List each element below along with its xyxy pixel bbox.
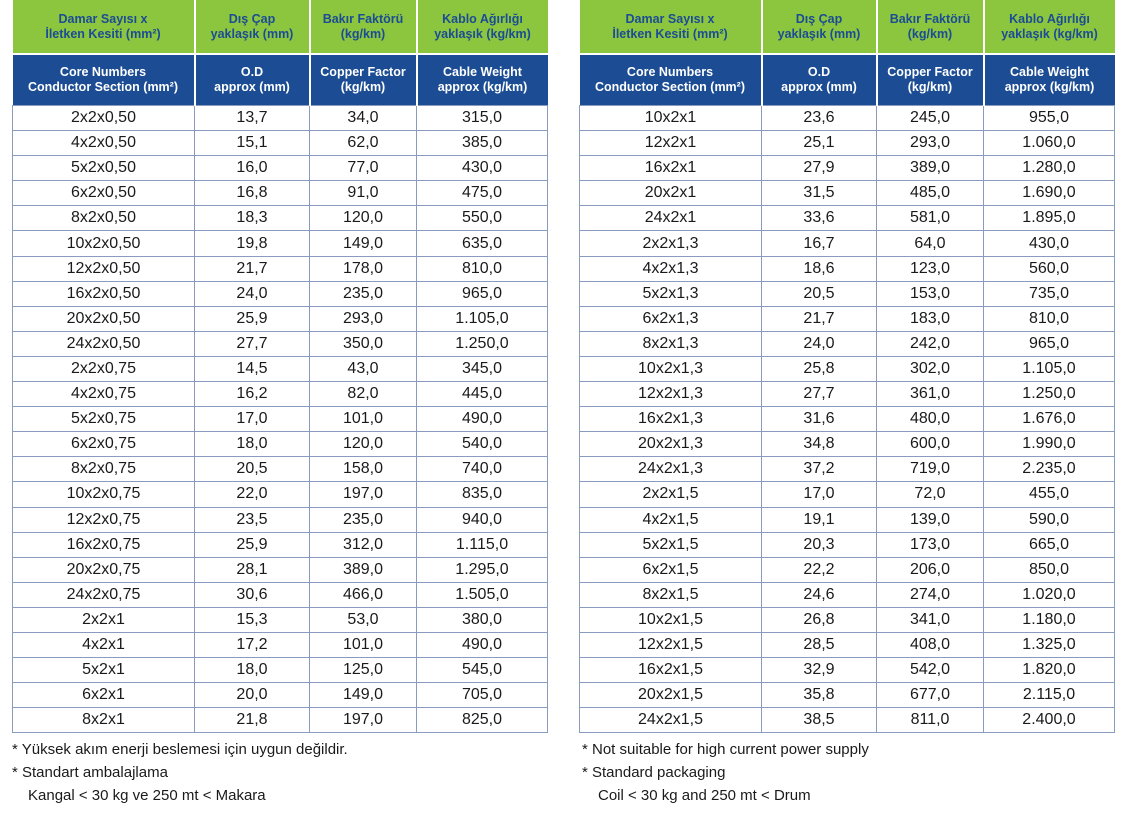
table-cell: 341,0 bbox=[877, 607, 984, 632]
table-cell: 10x2x1,3 bbox=[580, 356, 762, 381]
header-od-en bbox=[762, 54, 877, 106]
table-cell: 38,5 bbox=[762, 708, 877, 733]
header-copper-factor-tr bbox=[877, 0, 984, 54]
table-cell: 4x2x1,5 bbox=[580, 507, 762, 532]
table-row bbox=[13, 482, 548, 507]
table-cell: 20,5 bbox=[195, 457, 310, 482]
table-cell: 2.235,0 bbox=[984, 457, 1115, 482]
table-cell: 1.895,0 bbox=[984, 206, 1115, 231]
header-text: Cable Weight approx (kg/km) bbox=[1004, 65, 1095, 94]
header-od-en bbox=[195, 54, 310, 106]
table-cell: 1.325,0 bbox=[984, 632, 1115, 657]
header-text: Kablo Ağırlığı yaklaşık (kg/km) bbox=[434, 11, 531, 41]
table-cell: 197,0 bbox=[310, 482, 417, 507]
note-line: * Yüksek akım enerji beslemesi için uygun değildir. bbox=[12, 741, 348, 758]
note-line: * Not suitable for high current power supply bbox=[582, 741, 869, 758]
table-cell: 28,1 bbox=[195, 557, 310, 582]
header-text: Bakır Faktörü (kg/km) bbox=[889, 11, 971, 41]
table-row bbox=[580, 432, 1115, 457]
table-cell: 2x2x1 bbox=[13, 607, 195, 632]
table-cell: 293,0 bbox=[877, 131, 984, 156]
header-cable-weight-tr bbox=[417, 0, 548, 54]
table-cell: 455,0 bbox=[984, 482, 1115, 507]
header-text: O.D approx (mm) bbox=[781, 65, 857, 94]
table-cell: 835,0 bbox=[417, 482, 548, 507]
header-text: Bakır Faktörü (kg/km) bbox=[322, 11, 404, 41]
header-cable-weight-tr bbox=[984, 0, 1115, 54]
table-cell: 158,0 bbox=[310, 457, 417, 482]
table-cell: 1.690,0 bbox=[984, 181, 1115, 206]
table-cell: 24x2x0,50 bbox=[13, 331, 195, 356]
table-row bbox=[580, 281, 1115, 306]
table-cell: 242,0 bbox=[877, 331, 984, 356]
table-cell: 24x2x1,5 bbox=[580, 708, 762, 733]
table-row bbox=[580, 482, 1115, 507]
table-cell: 20x2x1,5 bbox=[580, 683, 762, 708]
table-row bbox=[13, 457, 548, 482]
table-cell: 20x2x0,50 bbox=[13, 306, 195, 331]
table-cell: 19,1 bbox=[762, 507, 877, 532]
header-od-tr bbox=[762, 0, 877, 54]
table-cell: 8x2x0,50 bbox=[13, 206, 195, 231]
header-cable-weight-en bbox=[417, 54, 548, 106]
table-cell: 25,1 bbox=[762, 131, 877, 156]
table-cell: 590,0 bbox=[984, 507, 1115, 532]
table-cell: 4x2x1 bbox=[13, 632, 195, 657]
note-line: * Standart ambalajlama bbox=[12, 764, 168, 781]
table-row bbox=[13, 356, 548, 381]
table-row bbox=[13, 331, 548, 356]
table-cell: 25,9 bbox=[195, 532, 310, 557]
header-text: Damar Sayısı x İletken Kesiti (mm²) bbox=[612, 11, 728, 41]
header-text: Damar Sayısı x İletken Kesiti (mm²) bbox=[45, 11, 161, 41]
table-cell: 5x2x1 bbox=[13, 658, 195, 683]
table-cell: 445,0 bbox=[417, 382, 548, 407]
table-cell: 149,0 bbox=[310, 231, 417, 256]
header-text: Dış Çap yaklaşık (mm) bbox=[777, 11, 861, 41]
table-row bbox=[13, 507, 548, 532]
table-cell: 24x2x1,3 bbox=[580, 457, 762, 482]
table-body-right bbox=[580, 106, 1115, 733]
table-cell: 25,8 bbox=[762, 356, 877, 381]
table-cell: 345,0 bbox=[417, 356, 548, 381]
table-cell: 34,0 bbox=[310, 106, 417, 131]
table-cell: 20,0 bbox=[195, 683, 310, 708]
table-cell: 1.180,0 bbox=[984, 607, 1115, 632]
table-cell: 665,0 bbox=[984, 532, 1115, 557]
table-row bbox=[580, 131, 1115, 156]
table-cell: 197,0 bbox=[310, 708, 417, 733]
header-core-numbers-en bbox=[13, 54, 195, 106]
note-line: * Standard packaging bbox=[582, 764, 726, 781]
table-cell: 5x2x1,5 bbox=[580, 532, 762, 557]
table-cell: 1.105,0 bbox=[417, 306, 548, 331]
table-cell: 13,7 bbox=[195, 106, 310, 131]
table-cell: 315,0 bbox=[417, 106, 548, 131]
table-cell: 825,0 bbox=[417, 708, 548, 733]
table-cell: 20,5 bbox=[762, 281, 877, 306]
table-cell: 149,0 bbox=[310, 683, 417, 708]
table-row bbox=[580, 106, 1115, 131]
table-row bbox=[580, 181, 1115, 206]
table-cell: 16,2 bbox=[195, 382, 310, 407]
table-cell: 12x2x1,3 bbox=[580, 382, 762, 407]
table-cell: 10x2x0,50 bbox=[13, 231, 195, 256]
table-cell: 350,0 bbox=[310, 331, 417, 356]
header-text: Copper Factor (kg/km) bbox=[887, 65, 973, 94]
table-cell: 18,0 bbox=[195, 658, 310, 683]
header-row-turkish bbox=[13, 0, 548, 54]
table-cell: 5x2x0,75 bbox=[13, 407, 195, 432]
table-cell: 965,0 bbox=[984, 331, 1115, 356]
table-row bbox=[13, 256, 548, 281]
table-cell: 14,5 bbox=[195, 356, 310, 381]
table-cell: 740,0 bbox=[417, 457, 548, 482]
table-cell: 72,0 bbox=[877, 482, 984, 507]
table-cell: 312,0 bbox=[310, 532, 417, 557]
table-cell: 25,9 bbox=[195, 306, 310, 331]
header-row-english bbox=[580, 54, 1115, 106]
table-cell: 23,5 bbox=[195, 507, 310, 532]
table-cell: 18,6 bbox=[762, 256, 877, 281]
table-row bbox=[13, 306, 548, 331]
table-cell: 274,0 bbox=[877, 582, 984, 607]
table-cell: 16,0 bbox=[195, 156, 310, 181]
header-copper-factor-en bbox=[310, 54, 417, 106]
table-cell: 20x2x1,3 bbox=[580, 432, 762, 457]
notes-english bbox=[582, 738, 869, 807]
table-cell: 18,3 bbox=[195, 206, 310, 231]
header-row-turkish bbox=[580, 0, 1115, 54]
table-cell: 32,9 bbox=[762, 658, 877, 683]
table-cell: 64,0 bbox=[877, 231, 984, 256]
table-row bbox=[13, 532, 548, 557]
table-cell: 955,0 bbox=[984, 106, 1115, 131]
table-cell: 123,0 bbox=[877, 256, 984, 281]
table-cell: 24x2x1 bbox=[580, 206, 762, 231]
table-row bbox=[13, 281, 548, 306]
table-cell: 27,9 bbox=[762, 156, 877, 181]
table-cell: 6x2x1 bbox=[13, 683, 195, 708]
table-body-left bbox=[13, 106, 548, 733]
table-cell: 811,0 bbox=[877, 708, 984, 733]
table-row bbox=[580, 708, 1115, 733]
table-cell: 20,3 bbox=[762, 532, 877, 557]
table-cell: 34,8 bbox=[762, 432, 877, 457]
table-cell: 480,0 bbox=[877, 407, 984, 432]
table-row bbox=[580, 507, 1115, 532]
table-row bbox=[13, 658, 548, 683]
table-cell: 101,0 bbox=[310, 407, 417, 432]
table-cell: 27,7 bbox=[195, 331, 310, 356]
table-row bbox=[13, 382, 548, 407]
header-text: Copper Factor (kg/km) bbox=[320, 65, 406, 94]
table-row bbox=[13, 708, 548, 733]
header-cable-weight-en bbox=[984, 54, 1115, 106]
table-cell: 302,0 bbox=[877, 356, 984, 381]
table-cell: 16x2x0,50 bbox=[13, 281, 195, 306]
table-cell: 635,0 bbox=[417, 231, 548, 256]
table-cell: 1.020,0 bbox=[984, 582, 1115, 607]
table-cell: 245,0 bbox=[877, 106, 984, 131]
table-cell: 389,0 bbox=[310, 557, 417, 582]
table-row bbox=[580, 532, 1115, 557]
table-cell: 490,0 bbox=[417, 632, 548, 657]
table-cell: 466,0 bbox=[310, 582, 417, 607]
table-cell: 173,0 bbox=[877, 532, 984, 557]
table-cell: 385,0 bbox=[417, 131, 548, 156]
table-cell: 178,0 bbox=[310, 256, 417, 281]
table-cell: 22,0 bbox=[195, 482, 310, 507]
table-row bbox=[580, 457, 1115, 482]
table-cell: 17,0 bbox=[762, 482, 877, 507]
table-cell: 43,0 bbox=[310, 356, 417, 381]
table-cell: 2x2x0,50 bbox=[13, 106, 195, 131]
table-cell: 1.280,0 bbox=[984, 156, 1115, 181]
table-row bbox=[13, 407, 548, 432]
table-cell: 16x2x1,3 bbox=[580, 407, 762, 432]
table-row bbox=[13, 632, 548, 657]
header-text: Kablo Ağırlığı yaklaşık (kg/km) bbox=[1001, 11, 1098, 41]
header-text: Cable Weight approx (kg/km) bbox=[437, 65, 528, 94]
table-cell: 15,1 bbox=[195, 131, 310, 156]
table-cell: 361,0 bbox=[877, 382, 984, 407]
table-cell: 5x2x0,50 bbox=[13, 156, 195, 181]
table-cell: 101,0 bbox=[310, 632, 417, 657]
table-cell: 6x2x1,5 bbox=[580, 557, 762, 582]
table-cell: 21,8 bbox=[195, 708, 310, 733]
table-cell: 2x2x0,75 bbox=[13, 356, 195, 381]
table-cell: 30,6 bbox=[195, 582, 310, 607]
table-cell: 2.115,0 bbox=[984, 683, 1115, 708]
header-copper-factor-tr bbox=[310, 0, 417, 54]
table-cell: 1.295,0 bbox=[417, 557, 548, 582]
table-cell: 6x2x1,3 bbox=[580, 306, 762, 331]
header-core-numbers-tr bbox=[580, 0, 762, 54]
table-row bbox=[13, 131, 548, 156]
table-cell: 12x2x1,5 bbox=[580, 632, 762, 657]
table-cell: 560,0 bbox=[984, 256, 1115, 281]
table-row bbox=[580, 331, 1115, 356]
table-cell: 550,0 bbox=[417, 206, 548, 231]
table-cell: 82,0 bbox=[310, 382, 417, 407]
table-cell: 24,0 bbox=[195, 281, 310, 306]
table-cell: 1.250,0 bbox=[417, 331, 548, 356]
table-row bbox=[580, 356, 1115, 381]
table-cell: 31,5 bbox=[762, 181, 877, 206]
table-cell: 17,0 bbox=[195, 407, 310, 432]
table-cell: 380,0 bbox=[417, 607, 548, 632]
table-cell: 485,0 bbox=[877, 181, 984, 206]
table-cell: 810,0 bbox=[417, 256, 548, 281]
cable-table-left bbox=[12, 0, 548, 733]
table-cell: 62,0 bbox=[310, 131, 417, 156]
table-row bbox=[580, 632, 1115, 657]
table-cell: 677,0 bbox=[877, 683, 984, 708]
table-cell: 1.990,0 bbox=[984, 432, 1115, 457]
table-cell: 24x2x0,75 bbox=[13, 582, 195, 607]
table-cell: 235,0 bbox=[310, 281, 417, 306]
table-row bbox=[580, 658, 1115, 683]
table-row bbox=[13, 557, 548, 582]
table-cell: 490,0 bbox=[417, 407, 548, 432]
table-row bbox=[580, 557, 1115, 582]
table-cell: 705,0 bbox=[417, 683, 548, 708]
table-cell: 600,0 bbox=[877, 432, 984, 457]
table-cell: 12x2x1 bbox=[580, 131, 762, 156]
table-cell: 26,8 bbox=[762, 607, 877, 632]
table-cell: 719,0 bbox=[877, 457, 984, 482]
table-cell: 430,0 bbox=[417, 156, 548, 181]
table-cell: 8x2x1,5 bbox=[580, 582, 762, 607]
table-cell: 545,0 bbox=[417, 658, 548, 683]
table-cell: 581,0 bbox=[877, 206, 984, 231]
table-cell: 540,0 bbox=[417, 432, 548, 457]
table-cell: 16,8 bbox=[195, 181, 310, 206]
table-cell: 1.060,0 bbox=[984, 131, 1115, 156]
table-row bbox=[13, 582, 548, 607]
table-cell: 5x2x1,3 bbox=[580, 281, 762, 306]
table-cell: 16x2x0,75 bbox=[13, 532, 195, 557]
header-row-english bbox=[13, 54, 548, 106]
table-cell: 1.250,0 bbox=[984, 382, 1115, 407]
table-cell: 12x2x0,75 bbox=[13, 507, 195, 532]
table-cell: 2x2x1,5 bbox=[580, 482, 762, 507]
table-cell: 22,2 bbox=[762, 557, 877, 582]
table-row bbox=[580, 206, 1115, 231]
table-cell: 120,0 bbox=[310, 432, 417, 457]
header-text: O.D approx (mm) bbox=[214, 65, 290, 94]
table-cell: 53,0 bbox=[310, 607, 417, 632]
header-copper-factor-en bbox=[877, 54, 984, 106]
table-cell: 183,0 bbox=[877, 306, 984, 331]
table-cell: 12x2x0,50 bbox=[13, 256, 195, 281]
header-text: Dış Çap yaklaşık (mm) bbox=[210, 11, 294, 41]
note-line: Coil < 30 kg and 250 mt < Drum bbox=[598, 787, 811, 804]
table-cell: 37,2 bbox=[762, 457, 877, 482]
table-row bbox=[580, 256, 1115, 281]
note-line: Kangal < 30 kg ve 250 mt < Makara bbox=[28, 787, 266, 804]
table-row bbox=[580, 582, 1115, 607]
table-row bbox=[13, 432, 548, 457]
table-cell: 17,2 bbox=[195, 632, 310, 657]
table-cell: 91,0 bbox=[310, 181, 417, 206]
table-cell: 35,8 bbox=[762, 683, 877, 708]
table-cell: 735,0 bbox=[984, 281, 1115, 306]
table-cell: 8x2x0,75 bbox=[13, 457, 195, 482]
table-cell: 965,0 bbox=[417, 281, 548, 306]
table-row bbox=[13, 231, 548, 256]
table-cell: 18,0 bbox=[195, 432, 310, 457]
table-cell: 125,0 bbox=[310, 658, 417, 683]
table-cell: 2x2x1,3 bbox=[580, 231, 762, 256]
table-cell: 16,7 bbox=[762, 231, 877, 256]
table-cell: 77,0 bbox=[310, 156, 417, 181]
table-cell: 19,8 bbox=[195, 231, 310, 256]
table-cell: 20x2x0,75 bbox=[13, 557, 195, 582]
table-cell: 1.115,0 bbox=[417, 532, 548, 557]
table-row bbox=[13, 156, 548, 181]
table-cell: 8x2x1 bbox=[13, 708, 195, 733]
header-text: Core Numbers Conductor Section (mm²) bbox=[28, 65, 178, 94]
table-cell: 1.676,0 bbox=[984, 407, 1115, 432]
table-cell: 389,0 bbox=[877, 156, 984, 181]
table-cell: 940,0 bbox=[417, 507, 548, 532]
table-cell: 475,0 bbox=[417, 181, 548, 206]
table-cell: 139,0 bbox=[877, 507, 984, 532]
table-cell: 4x2x0,75 bbox=[13, 382, 195, 407]
table-cell: 6x2x0,75 bbox=[13, 432, 195, 457]
table-cell: 1.505,0 bbox=[417, 582, 548, 607]
table-cell: 850,0 bbox=[984, 557, 1115, 582]
table-cell: 1.105,0 bbox=[984, 356, 1115, 381]
table-cell: 16x2x1,5 bbox=[580, 658, 762, 683]
table-cell: 16x2x1 bbox=[580, 156, 762, 181]
table-cell: 31,6 bbox=[762, 407, 877, 432]
header-core-numbers-tr bbox=[13, 0, 195, 54]
table-cell: 10x2x0,75 bbox=[13, 482, 195, 507]
notes-turkish bbox=[12, 738, 348, 807]
cable-table-right bbox=[579, 0, 1115, 733]
table-cell: 4x2x1,3 bbox=[580, 256, 762, 281]
table-row bbox=[13, 683, 548, 708]
table-cell: 21,7 bbox=[195, 256, 310, 281]
table-row bbox=[580, 607, 1115, 632]
table-cell: 153,0 bbox=[877, 281, 984, 306]
table-cell: 15,3 bbox=[195, 607, 310, 632]
table-row bbox=[13, 106, 548, 131]
table-row bbox=[580, 231, 1115, 256]
table-row bbox=[580, 306, 1115, 331]
table-cell: 542,0 bbox=[877, 658, 984, 683]
table-cell: 810,0 bbox=[984, 306, 1115, 331]
table-cell: 430,0 bbox=[984, 231, 1115, 256]
table-cell: 8x2x1,3 bbox=[580, 331, 762, 356]
table-cell: 2.400,0 bbox=[984, 708, 1115, 733]
table-row bbox=[580, 407, 1115, 432]
table-cell: 10x2x1 bbox=[580, 106, 762, 131]
table-cell: 4x2x0,50 bbox=[13, 131, 195, 156]
table-cell: 21,7 bbox=[762, 306, 877, 331]
table-cell: 120,0 bbox=[310, 206, 417, 231]
table-cell: 235,0 bbox=[310, 507, 417, 532]
table-row bbox=[580, 382, 1115, 407]
table-cell: 24,6 bbox=[762, 582, 877, 607]
header-core-numbers-en bbox=[580, 54, 762, 106]
table-cell: 28,5 bbox=[762, 632, 877, 657]
table-cell: 293,0 bbox=[310, 306, 417, 331]
table-cell: 27,7 bbox=[762, 382, 877, 407]
table-row bbox=[580, 156, 1115, 181]
table-cell: 6x2x0,50 bbox=[13, 181, 195, 206]
table-row bbox=[13, 206, 548, 231]
table-cell: 10x2x1,5 bbox=[580, 607, 762, 632]
table-cell: 24,0 bbox=[762, 331, 877, 356]
table-row bbox=[13, 181, 548, 206]
table-cell: 33,6 bbox=[762, 206, 877, 231]
table-cell: 23,6 bbox=[762, 106, 877, 131]
header-od-tr bbox=[195, 0, 310, 54]
header-text: Core Numbers Conductor Section (mm²) bbox=[595, 65, 745, 94]
table-cell: 1.820,0 bbox=[984, 658, 1115, 683]
table-cell: 20x2x1 bbox=[580, 181, 762, 206]
table-row bbox=[580, 683, 1115, 708]
table-cell: 206,0 bbox=[877, 557, 984, 582]
table-cell: 408,0 bbox=[877, 632, 984, 657]
table-row bbox=[13, 607, 548, 632]
